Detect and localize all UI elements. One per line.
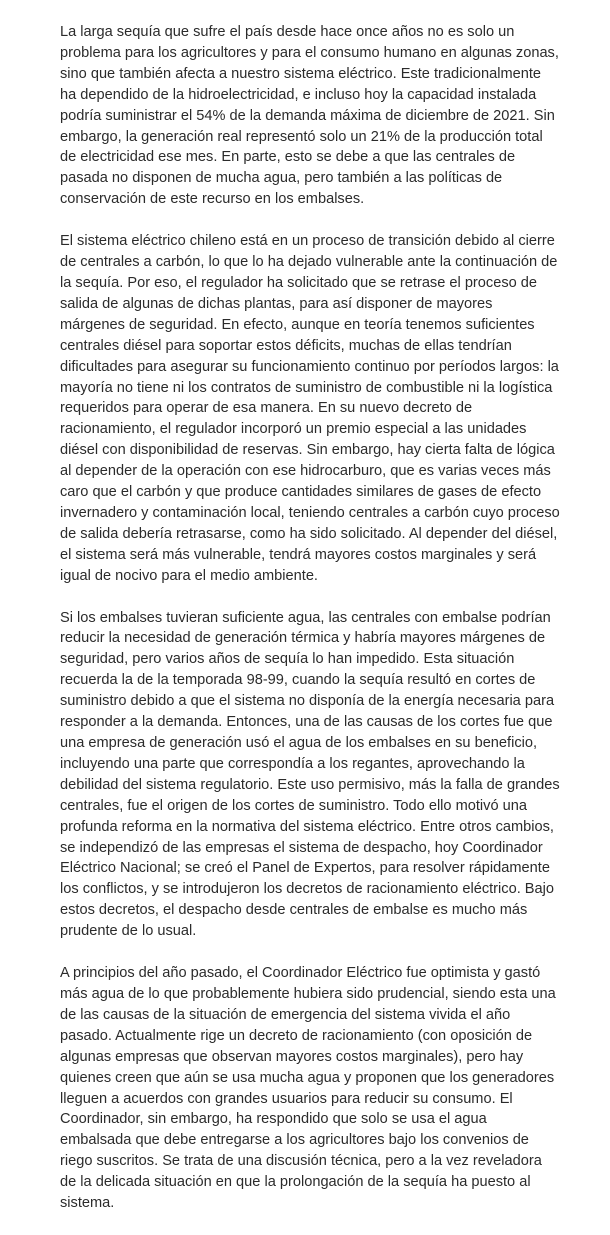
article-body bbox=[60, 22, 560, 1235]
article-paragraph-2: El sistema eléctrico chileno está en un proceso de transición debido al cierre de centrales a carbón, lo que lo ha dejado vulnerable ante la continuación de la sequía. Por eso, el regulador ha solicitado que se retrase el proceso de salida de algunas de dichas plantas, para así disponer de mayores márgenes de seguridad. En efecto, aunque en teoría tenemos suficientes centrales diésel para soportar estos déficits, muchas de ellas tendrían dificultades para asegurar su funcionamiento continuo por períodos largos: la mayoría no tiene ni los contratos de suministro de combustible ni la logística requeridos para operar de esa manera. En su nuevo decreto de racionamiento, el regulador incorporó un premio especial a las unidades diésel con disponibilidad de reservas. Sin embargo, hay cierta falta de lógica al depender de la operación con ese hidrocarburo, que es varias veces más caro que el carbón y que produce cantidades similares de gases de efecto invernadero y contaminación local, teniendo centrales a carbón cuyo proceso de salida debería retrasarse, como ha sido solicitado. Al depender del diésel, el sistema será más vulnerable, tendrá mayores costos marginales y será igual de nocivo para el medio ambiente. bbox=[60, 233, 560, 584]
article-paragraph-4: A principios del año pasado, el Coordinador Eléctrico fue optimista y gastó más agua de lo que probablemente hubiera sido prudencial, siendo esta una de las causas de la situación de emergencia del sistema vivida el año pasado. Actualmente rige un decreto de racionamiento (con oposición de algunas empresas que observan mayores costos marginales), pero hay quienes creen que aún se usa mucha agua y proponen que los generadores lleguen a acuerdos con grandes usuarios para reducir su consumo. El Coordinador, sin embargo, ha respondido que solo se usa el agua embalsada que debe entregarse a los agricultores bajo los convenios de riego suscritos. Se trata de una discusión técnica, pero a la vez reveladora de la delicada situación en que la prolongación de la sequía ha puesto al sistema. bbox=[60, 965, 556, 1212]
article-paragraph-1: La larga sequía que sufre el país desde hace once años no es solo un problema para los agricultores y para el consumo humano en algunas zonas, sino que también afecta a nuestro sistema eléctrico. Este tradicionalmente ha dependido de la hidroelectricidad, e incluso hoy la capacidad instalada podría suministrar el 54% de la demanda máxima de diciembre de 2021. Sin embargo, la generación real representó solo un 21% de la producción total de electricidad ese mes. En parte, esto se debe a que las centrales de pasada no disponen de mucha agua, pero también a las políticas de conservación de este recurso en los embalses. bbox=[60, 24, 559, 208]
article-paragraph-3: Si los embalses tuvieran suficiente agua, las centrales con embalse podrían reducir la necesidad de generación térmica y habría mayores márgenes de seguridad, pero varios años de sequía lo han impedido. Esta situación recuerda la de la temporada 98-99, cuando la sequía resultó en cortes de suministro debido a que el sistema no disponía de la energía necesaria para responder a la demanda. Entonces, una de las causas de los cortes fue que una empresa de generación usó el agua de los embalses en su beneficio, incluyendo una parte que correspondía a los regantes, aprovechando la debilidad del sistema regulatorio. Este uso permisivo, más la falla de grandes centrales, fue el origen de los cortes de suministro. Todo ello motivó una profunda reforma en la normativa del sistema eléctrico. Entre otros cambios, se independizó de las empresas el sistema de despacho, hoy Coordinador Eléctrico Nacional; se creó el Panel de Expertos, para resolver rápidamente los conflictos, y se introdujeron los decretos de racionamiento eléctrico. Bajo estos decretos, el despacho desde centrales de embalse es mucho más prudente de lo usual. bbox=[60, 609, 560, 940]
